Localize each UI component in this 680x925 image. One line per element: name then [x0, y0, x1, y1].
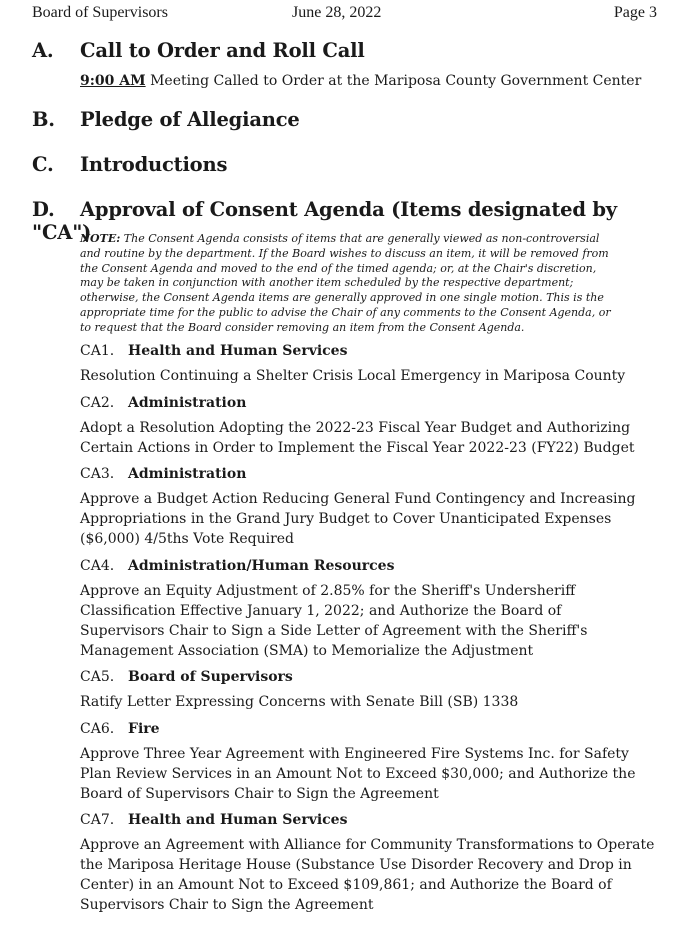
description-line: Ratify Letter Expressing Concerns with Senate Bill (SB) 1338	[80, 694, 519, 710]
header-board-name: Board of Supervisors	[32, 4, 168, 21]
header-date: June 28, 2022	[292, 4, 382, 21]
consent-agenda-note	[80, 232, 655, 336]
description-line: Board of Supervisors Chair to Sign the Agreement	[80, 786, 439, 802]
meeting-time: 9:00 AM	[80, 73, 146, 89]
section-c-heading	[32, 153, 227, 176]
item-department: Administration/Human Resources	[128, 558, 395, 574]
description-line: Approve an Agreement with Alliance for Community Transformations to Operate	[80, 837, 655, 853]
section-letter: D.	[32, 198, 55, 221]
description-line: Appropriations in the Grand Jury Budget to Cover Unanticipated Expenses	[80, 511, 612, 527]
agenda-item-heading	[80, 558, 394, 574]
agenda-item-heading	[80, 395, 246, 411]
description-line: Management Association (SMA) to Memorialize the Adjustment	[80, 643, 534, 659]
item-code: CA5.	[80, 669, 115, 685]
note-line: The Consent Agenda consists of items that are generally viewed as non-controversial	[120, 232, 600, 245]
agenda-item-description	[80, 366, 655, 386]
agenda-item-description	[80, 489, 655, 549]
note-line: the Consent Agenda and moved to the end of the timed agenda; or, at the Chair's discretion,	[80, 261, 597, 275]
section-b-heading	[32, 108, 300, 131]
section-a-heading	[32, 39, 365, 62]
section-title: Call to Order and Roll Call	[80, 39, 365, 62]
note-line: may be taken in conjunction with another item scheduled by the respective department;	[80, 276, 574, 290]
section-letter: B.	[32, 108, 55, 131]
agenda-item-description	[80, 744, 655, 804]
item-department: Administration	[128, 395, 247, 411]
section-letter: C.	[32, 153, 54, 176]
agenda-item-heading	[80, 721, 160, 737]
item-code: CA2.	[80, 395, 115, 411]
section-title: Introductions	[80, 153, 228, 176]
description-line: Supervisors Chair to Sign a Side Letter of Agreement with the Sheriff's	[80, 623, 588, 639]
meeting-text: Meeting Called to Order at the Mariposa County Government Center	[145, 73, 642, 89]
description-line: Center) in an Amount Not to Exceed $109,861; and Authorize the Board of	[80, 877, 612, 893]
agenda-item-heading	[80, 466, 246, 482]
header-page-number: Page 3	[613, 4, 657, 21]
item-code: CA3.	[80, 466, 115, 482]
section-title: Approval of Consent Agenda (Items designated by "CA")	[32, 198, 617, 244]
agenda-item-heading	[80, 343, 347, 359]
meeting-call-line	[80, 73, 641, 89]
description-line: the Mariposa Heritage House (Substance Use Disorder Recovery and Drop in	[80, 857, 632, 873]
description-line: Supervisors Chair to Sign the Agreement	[80, 897, 374, 913]
description-line: Approve Three Year Agreement with Engineered Fire Systems Inc. for Safety	[80, 746, 629, 762]
item-code: CA1.	[80, 343, 115, 359]
note-line: and routine by the department. If the Board wishes to discuss an item, it will be removed from	[80, 246, 609, 260]
description-line: Adopt a Resolution Adopting the 2022-23 Fiscal Year Budget and Authorizing	[80, 420, 631, 436]
agenda-item-description	[80, 581, 655, 661]
agenda-item-heading	[80, 812, 347, 828]
agenda-item-description	[80, 418, 655, 458]
item-code: CA6.	[80, 721, 115, 737]
description-line: Resolution Continuing a Shelter Crisis Local Emergency in Mariposa County	[80, 368, 626, 384]
agenda-item-description	[80, 835, 655, 915]
item-code: CA4.	[80, 558, 115, 574]
section-letter: A.	[32, 39, 54, 62]
description-line: Approve an Equity Adjustment of 2.85% for the Sheriff's Undersheriff	[80, 583, 576, 599]
description-line: Certain Actions in Order to Implement the Fiscal Year 2022-23 (FY22) Budget	[80, 440, 635, 456]
description-line: Approve a Budget Action Reducing General Fund Contingency and Increasing	[80, 491, 636, 507]
item-department: Board of Supervisors	[128, 669, 293, 685]
item-department: Fire	[128, 721, 160, 737]
page-header	[32, 4, 657, 24]
section-title: Pledge of Allegiance	[80, 108, 300, 131]
description-line: Classification Effective January 1, 2022; and Authorize the Board of	[80, 603, 562, 619]
note-line: otherwise, the Consent Agenda items are generally approved in one single motion. This is the	[80, 291, 604, 305]
note-line: appropriate time for the public to advise the Chair of any comments to the Consent Agenda, or	[80, 305, 611, 319]
description-line: ($6,000) 4/5ths Vote Required	[80, 531, 295, 547]
item-department: Health and Human Services	[128, 812, 348, 828]
agenda-item-description	[80, 692, 655, 712]
item-code: CA7.	[80, 812, 115, 828]
note-label: NOTE:	[80, 232, 121, 245]
agenda-item-heading	[80, 669, 293, 685]
item-department: Administration	[128, 466, 247, 482]
description-line: Plan Review Services in an Amount Not to Exceed $30,000; and Authorize the	[80, 766, 636, 782]
item-department: Health and Human Services	[128, 343, 348, 359]
note-line: to request that the Board consider removing an item from the Consent Agenda.	[80, 320, 525, 334]
